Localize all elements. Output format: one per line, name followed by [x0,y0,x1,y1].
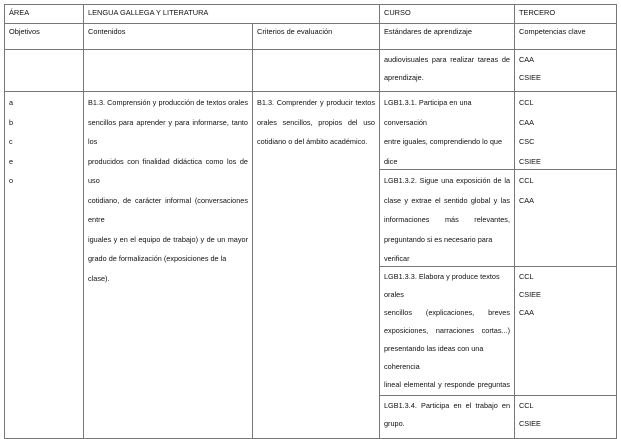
col-objetivos-label: Objetivos [9,27,40,36]
standard-line: LGB1.3.1. Participa en una conversación [384,98,472,127]
standard-line: clase y extrae el sentido global y las [384,195,510,205]
col-objetivos [4,24,84,50]
col-estandares-label: Estándares de aprendizaje [384,27,472,36]
cont-standard-line: audiovisuales para realizar tareas de [384,55,510,64]
standard-line: LGB1.3.4. Participa en el trabajo en [384,401,510,410]
cont-standard-line: aprendizaje. [384,73,424,82]
competencia-tag: CSC [519,137,535,146]
standard-line: LGB1.3.3. Elabora y produce textos orales [384,272,500,299]
standard-line: grupo. [384,419,405,428]
contenido-line: sencillos para aprender y para informarse, tanto los [88,117,248,146]
competencia-tag: CCL [519,176,534,185]
area-label: ÁREA [9,8,30,17]
objetivo-item: b [9,117,14,127]
standard-line: entre iguales, comprendiendo lo que dice [384,137,503,166]
standard-line: informaciones más relevantes, [384,215,510,224]
cont-criterios-cell [253,50,380,92]
standard-cell [380,92,515,170]
contenido-line: B1.3. Comprensión y producción de textos orales [88,98,248,107]
col-contenidos [84,24,253,50]
competencia-tag: CSIEE [519,290,541,299]
standard-line: exposiciones, narraciones cortas...) [384,326,510,335]
competencias-cell [515,170,617,267]
objetivos-cell [4,92,84,439]
contenido-line: iguales y en el equipo de trabajo) y de un mayor [88,234,248,244]
competencia-tag: CAA [519,195,535,205]
cont-standard-cell [380,50,515,92]
competencia-tag: CCL [519,272,534,281]
course-value-cell [515,4,617,24]
competencias-cell [515,396,617,439]
cont-objetivos-cell [4,50,84,92]
competencia-tag: CSIEE [519,156,541,166]
competencia-tag: CAA [519,117,535,127]
competencias-cell [515,92,617,170]
objetivo-item: e [9,156,14,166]
contenido-line: producidos con finalidad didáctica como los de uso [88,156,248,185]
contenido-line: cotidiano, de carácter informal (conversaciones entre [88,195,248,224]
standard-line: LGB1.3.2. Sigue una exposición de la [384,176,510,185]
cont-contenidos-cell [84,50,253,92]
subject-cell [84,4,380,24]
standard-cell [380,396,515,439]
competencia-tag: CAA [519,55,535,64]
col-contenidos-label: Contenidos [88,27,126,36]
subject-title: LENGUA GALLEGA Y LITERATURA [88,8,209,17]
criterio-line: orales sencillos, propios del uso [257,117,375,127]
contenidos-cell [84,92,253,439]
contenido-line: grado de formalización (exposiciones de la clase). [88,254,227,283]
col-estandares [380,24,515,50]
competencia-tag: CSIEE [519,73,541,82]
standard-line: preguntando si es necesario para verificar [384,234,493,263]
standard-line: presentando las ideas con una coherencia [384,344,484,371]
course-value: TERCERO [519,8,556,17]
col-criterios [253,24,380,50]
criterio-line: B1.3. Comprender y producir textos [257,98,375,107]
objetivo-item: c [9,137,13,146]
course-label: CURSO [384,8,411,17]
competencia-tag: CAA [519,308,535,317]
competencia-tag: CSIEE [519,419,541,428]
objetivo-item: a [9,98,14,107]
standard-cell [380,170,515,267]
area-label-cell [4,4,84,24]
col-competencias [515,24,617,50]
competencias-cell [515,267,617,396]
col-competencias-label: Competencias clave [519,27,586,36]
course-label-cell [380,4,515,24]
cont-competencias-cell [515,50,617,92]
competencia-tag: CCL [519,401,534,410]
standard-line: lineal elemental y responde preguntas [384,380,510,389]
criterio-line: cotidiano o del ámbito académico. [257,137,368,146]
competencia-tag: CCL [519,98,534,107]
objetivo-item: o [9,176,14,185]
col-criterios-label: Criterios de evaluación [257,27,333,36]
standard-line: sencillos (explicaciones, breves [384,308,510,317]
standard-cell [380,267,515,396]
criterios-cell [253,92,380,439]
